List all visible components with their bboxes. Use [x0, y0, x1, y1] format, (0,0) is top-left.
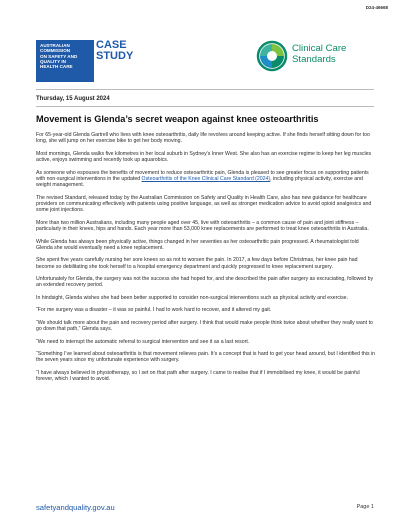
- clinical-care-standards-wordmark: [292, 44, 346, 65]
- paragraph: While Glenda has always been physically active, things changed in her seventies as her osteoarthritic pain progressed. A rheumatologist told Glenda she would eventually need a knee replacement.: [36, 238, 359, 251]
- study-word: STUDY: [96, 50, 134, 62]
- paragraph: The revised Standard, released today by the Australian Commission on Safety and Quality in Health Care, also has new guidance for healthcare providers on communicating effectively with patients using positive language, as well as stronger medication advice to avoid opioid analgesics and some joint injections.: [36, 194, 372, 214]
- document-id: D24-46668: [365, 5, 388, 10]
- wordmark-line: Standards: [292, 53, 336, 65]
- paragraph: She spent five years carefully nursing her sore knees so as not to worsen the pain. In 2017, a few days before Christmas, her knee pain had become so debilitating she took herself to a hospital emergency department and quickly progressed to knee replacement surgery.: [36, 257, 358, 270]
- paragraph-text: As someone who espouses the benefits of movement to reduce osteoarthritic pain, Glenda is pleased to see greater focus on supporting patients with non-surgical interventions in the updated: [36, 169, 369, 182]
- paragraph: Unfortunately for Glenda, the surgery was not the success she had hoped for, and she described the pain after surgery as excruciating, followed by an extended recovery period.: [36, 276, 374, 289]
- standard-link[interactable]: Osteoarthritis of the Knee Clinical Care Standard (2024): [141, 175, 271, 182]
- logo-line: ON SAFETY AND: [40, 53, 78, 59]
- logo-line: COMMISSION: [40, 48, 71, 54]
- paragraph-text: , including physical activity, exercise and weight management.: [36, 175, 363, 189]
- logo-line: HEALTH CARE: [40, 64, 73, 70]
- paragraph: “For me surgery was a disaster – it was so painful. I had to work hard to recover, and it altered my gait.: [36, 307, 272, 314]
- paragraph: “We should talk more about the pain and recovery period after surgery. I think that would make people think twice about whether they really want to go down that path,” Glenda says.: [36, 319, 373, 333]
- case-study-heading: [96, 40, 133, 62]
- paragraph: “We need to interrupt the automatic referral to surgical intervention and see it as a last resort.: [36, 338, 250, 345]
- publication-date: Thursday, 15 August 2024: [36, 96, 110, 102]
- case-word: CASE: [96, 39, 127, 51]
- footer-website-link[interactable]: safetyandquality.gov.au: [36, 503, 115, 512]
- acsqhc-logo: [36, 40, 94, 82]
- article-body: [36, 132, 376, 389]
- page-number: Page 1: [356, 504, 374, 510]
- paragraph: “I have always believed in physiotherapy, so I set on that path after surgery. I came to realise that if I immobilised my knee, it would be painful forever, which I wanted to avoid.: [36, 369, 360, 383]
- logo-line: QUALITY IN: [40, 58, 66, 64]
- paragraph: In hindsight, Glenda wishes she had been better supported to consider non-surgical interventions such as physical activity and exercise.: [36, 294, 349, 301]
- paragraph: “Something I’ve learned about osteoarthritis is that movement relieves pain. It’s a concept that is hard to get your head around, but I identified this in the seven years since my unfortunate experience with surgery.: [36, 351, 376, 364]
- paragraph: Most mornings, Glenda walks five kilometres in her local suburb in Sydney’s Inner West. She also has an exercise regime to keep her leg muscles active, enjoys swimming and recently took up aquarobics.: [36, 150, 372, 164]
- logo-center: [267, 51, 277, 61]
- paragraph: More than two million Australians, including many people aged over 45, live with osteoarthritis – a common cause of pain and joint stiffness – particularly in their knees, hips and hands. Each year more than 53,000 knee replacements are performed to treat knee osteoarthritis in Australia.: [36, 219, 369, 233]
- wordmark-line: Clinical Care: [292, 43, 347, 54]
- divider: [36, 106, 374, 107]
- paragraph: For 65-year-old Glenda Gartrell who lives with knee osteoarthritis, daily life revolves around keeping active. If she finds herself sitting down for too long, she will jump on her exercise bike to get her body moving.: [36, 132, 370, 145]
- divider: [36, 89, 374, 90]
- logo-line: AUSTRALIAN: [40, 43, 70, 48]
- article-title: Movement is Glenda’s secret weapon against knee osteoarthritis: [36, 114, 319, 124]
- paragraph-with-link: [36, 170, 376, 189]
